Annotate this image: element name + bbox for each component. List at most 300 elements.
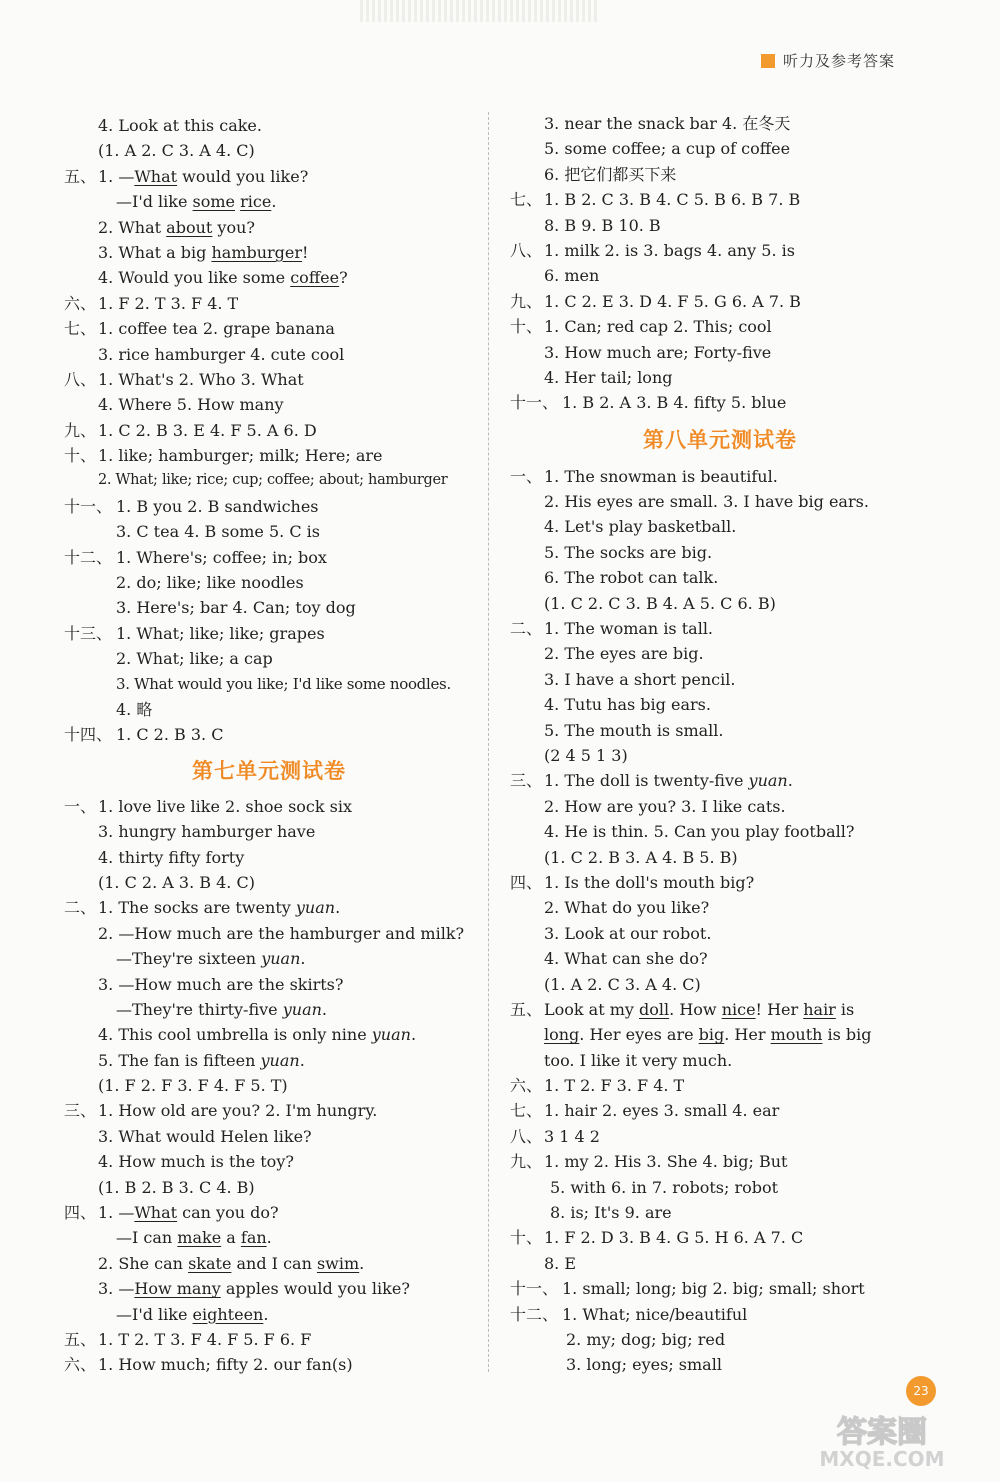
answer-line [64,316,474,341]
text-part: apples would you like? [220,1279,410,1299]
left-column [64,113,474,1378]
answer-line [64,164,474,189]
text-part: —I can [116,1228,178,1248]
orange-square-icon [761,54,775,68]
text-part: 1. The doll is twenty-five [544,771,749,791]
italic-word: yuan [371,1025,411,1045]
italic-word: yuan [295,898,336,918]
question-number: 七、 [510,190,543,210]
text-part: can you do? [177,1203,279,1223]
answer-line [510,1124,930,1149]
answer-line [510,1048,930,1073]
line-text: 3. How much are; Forty-five [544,342,772,362]
answer-line [510,1251,930,1276]
line-text [98,1022,416,1047]
line-text: 1. small; long; big 2. big; small; short [562,1279,865,1299]
line-text: 3. long; eyes; small [566,1355,722,1375]
line-text: 5. The socks are big. [544,542,713,562]
answer-line [510,972,930,997]
line-text: 8. B 9. B 10. B [544,215,661,235]
text-part: 1. — [98,166,135,186]
answer-line [64,1124,474,1149]
right-column [510,111,930,1378]
text-part: . [266,1228,272,1248]
line-text: 1. Can; red cap 2. This; cool [544,317,772,337]
section-title-row [510,416,930,464]
answer-line [510,1225,930,1250]
text-part: . [359,1253,365,1273]
underlined-word: about [166,217,213,237]
underlined-word: hamburger [211,242,303,262]
text-part: is big [822,1025,872,1045]
text-part: . [335,898,341,918]
line-text [544,768,793,793]
line-text: (1. B 2. B 3. C 4. B) [98,1177,255,1197]
text-part: ! Her [755,999,804,1019]
line-text: 3 1 4 2 [544,1126,600,1146]
italic-word: yuan [748,771,788,791]
line-text [116,1225,272,1250]
answer-line [510,616,930,641]
question-number: 十、 [510,1228,543,1248]
question-number: 八、 [510,1126,543,1146]
answer-line [64,672,474,697]
header-title: 听力及参考答案 [782,52,895,70]
answer-line [64,1175,474,1200]
line-text: 5. The mouth is small. [544,720,724,740]
answer-line [64,1200,474,1225]
answer-line [64,392,474,417]
answer-line [64,291,474,316]
question-number: 十一、 [510,393,559,413]
line-text: 1. F 2. T 3. F 4. T [98,293,239,313]
text-part: . [787,771,793,791]
left-section-wu [64,164,474,291]
answer-line [510,565,930,590]
right-group-2 [510,464,930,769]
line-text: 4. Let's play basketball. [544,517,737,537]
answer-line [64,946,474,971]
answer-line [510,997,930,1022]
answer-line [510,1200,930,1225]
answer-line [510,1276,930,1301]
underlined-word: make [177,1228,222,1248]
right-section-san [510,768,930,870]
answer-line [510,870,930,895]
answer-line [64,138,474,163]
question-number: 十二、 [510,1304,559,1324]
question-number: 二、 [64,898,97,918]
answer-line [64,418,474,443]
line-text: 4. He is thin. 5. Can you play football? [544,822,855,842]
line-text: (1. C 2. C 3. B 4. A 5. C 6. B) [544,593,776,613]
answer-line [64,367,474,392]
right-group-4 [510,1073,930,1378]
answer-line [64,1225,474,1250]
line-text: 4. thirty fifty forty [98,847,245,867]
answer-line [510,340,930,365]
answer-line [64,545,474,570]
text-part: 2. She can [98,1253,189,1273]
watermark-top-text: 答案圈 [837,1415,927,1450]
text-part: 5. The fan is fifteen [98,1050,261,1070]
answer-line [64,621,474,646]
line-text: 8. E [544,1253,577,1273]
underlined-word: What [134,1203,178,1223]
left-group-3 [64,794,474,896]
line-text [98,1251,364,1276]
answer-line [64,443,474,468]
answer-line [510,213,930,238]
answer-line [64,1327,474,1352]
answer-line [64,895,474,920]
answer-line [64,819,474,844]
line-text [98,215,255,240]
line-text: 2. What; like; a cap [116,649,273,669]
question-number: 一、 [64,796,97,816]
question-number: 七、 [64,319,97,339]
line-text: 1. C 2. E 3. D 4. F 5. G 6. A 7. B [544,291,801,311]
page-header [761,50,895,71]
section-7-title: 第七单元测试卷 [192,758,346,783]
question-number: 一、 [510,466,543,486]
question-number: 十一、 [64,496,113,516]
line-text: 1. B 2. A 3. B 4. fifty 5. blue [562,393,787,413]
line-text: 2. —How much are the hamburger and milk? [98,923,465,943]
answer-line [64,1098,474,1123]
right-section-wu [510,997,930,1073]
line-text: 1. How old are you? 2. I'm hungry. [98,1101,378,1121]
text-part: —I'd like [116,192,193,212]
underlined-word: nice [721,999,756,1019]
text-part: 2. What [98,217,167,237]
text-part: . How [669,999,722,1019]
line-text: 3. Here's; bar 4. Can; toy dog [116,598,356,618]
question-number: 六、 [510,1076,543,1096]
line-text: 2. The eyes are big. [544,644,704,664]
line-text: 2. How are you? 3. I like cats. [544,796,786,816]
top-scan-mark [360,0,600,22]
question-number: 四、 [510,872,543,892]
line-text: 4. Where 5. How many [98,395,284,415]
answer-line [510,1175,930,1200]
answer-line [64,921,474,946]
question-number: 五、 [64,1329,97,1349]
line-text: 1. C 2. B 3. E 4. F 5. A 6. D [98,420,317,440]
question-number: 五、 [510,999,543,1019]
underlined-word: fan [240,1228,267,1248]
underlined-word: coffee [290,268,340,288]
underlined-word: some [192,192,236,212]
text-part: 1. The socks are twenty [98,898,296,918]
line-text: 2. do; like; like noodles [116,573,304,593]
left-section-er [64,895,474,1098]
text-part: . [263,1304,269,1324]
answer-line [64,240,474,265]
answer-line [510,692,930,717]
line-text: 4. Look at this cake. [98,116,262,135]
question-number: 八、 [64,369,97,389]
underlined-word: big [698,1025,725,1045]
answer-line [510,263,930,288]
line-text: 1. coffee tea 2. grape banana [98,319,335,339]
line-text: 2. What do you like? [544,898,710,918]
text-part: you? [212,217,255,237]
answer-line [64,519,474,544]
text-part: . Her [724,1025,771,1045]
right-group-1 [510,111,930,416]
line-text: 4. How much is the toy? [98,1152,294,1172]
line-text: 6. The robot can talk. [544,568,719,588]
line-text: 4. Her tail; long [544,367,673,387]
answer-line [510,946,930,971]
line-text: 4. Tutu has big ears. [544,695,711,715]
line-text: 1. B 2. C 3. B 4. C 5. B 6. B 7. B [544,190,801,210]
answer-line [64,1352,474,1377]
question-number: 十三、 [64,623,113,643]
question-number: 十、 [510,317,543,337]
answer-line [64,189,474,214]
line-text: 1. like; hamburger; milk; Here; are [98,446,383,466]
text-part: 3. — [98,1279,135,1299]
text-part: . [300,949,306,969]
text-part: 1. — [98,1203,135,1223]
line-text: 1. How much; fifty 2. our fan(s) [98,1355,353,1375]
line-text: 3. hungry hamburger have [98,822,316,842]
answer-line [510,768,930,793]
text-part: —They're thirty-five [116,999,283,1019]
answer-line [64,1073,474,1098]
answer-line [64,870,474,895]
answer-line [510,289,930,314]
underlined-word: doll [639,999,670,1019]
line-text: 1. my 2. His 3. She 4. big; But [544,1152,788,1172]
text-part: . [299,1050,305,1070]
text-part: . [321,999,328,1019]
answer-line [510,1098,930,1123]
line-text: (1. F 2. F 3. F 4. F 5. T) [98,1076,288,1096]
section-8-title: 第八单元测试卷 [643,427,797,452]
underlined-word: mouth [770,1025,823,1045]
answer-line [510,489,930,514]
text-part: . [410,1025,417,1045]
underlined-word: long [544,1025,580,1045]
underlined-word: What [134,166,178,186]
answer-line [510,464,930,489]
answer-line [64,972,474,997]
question-number: 九、 [510,1152,543,1172]
line-text: (2 4 5 1 3) [544,745,628,765]
text-part: —They're sixteen [116,949,262,969]
answer-line [510,314,930,339]
answer-line [510,921,930,946]
question-number: 三、 [510,771,543,791]
answer-line [510,591,930,616]
answer-line [510,1073,930,1098]
line-text: 3. I have a short pencil. [544,669,736,689]
answer-line [64,1048,474,1073]
line-text: 1. B you 2. B sandwiches [116,496,319,516]
answer-line [510,1352,930,1377]
line-text: (1. A 2. C 3. A 4. C) [98,141,255,161]
text-part: —I'd like [116,1304,193,1324]
question-number: 十一、 [510,1279,559,1299]
line-text: 1. What; nice/beautiful [562,1304,748,1324]
line-text [544,1022,872,1047]
answer-line [64,1302,474,1327]
line-text: (1. C 2. A 3. B 4. C) [98,872,255,892]
answer-line [510,794,930,819]
answer-line [510,895,930,920]
text-part: 4. Would you like some [98,268,291,288]
line-text: 8. is; It's 9. are [550,1203,672,1223]
question-number: 十二、 [64,547,113,567]
answer-line [64,265,474,290]
answer-line [64,494,474,519]
underlined-word: eighteen [192,1304,264,1324]
line-text: 6. 把它们都买下来 [544,164,677,184]
line-text [98,240,308,265]
line-text: 5. with 6. in 7. robots; robot [550,1177,779,1197]
question-number: 五、 [64,166,97,186]
line-text: 4. What can she do? [544,949,708,969]
line-text: 4. 略 [116,699,153,719]
underlined-word: rice [240,192,272,212]
line-text [98,895,340,920]
text-part: a [221,1228,241,1248]
text-part: Look at my [544,999,640,1019]
line-text: 3. What would Helen like? [98,1126,312,1146]
answer-line [64,1149,474,1174]
answer-line [510,514,930,539]
line-text: 1. What; like; like; grapes [116,623,325,643]
line-text: 6. men [544,266,600,286]
text-part: is [835,999,855,1019]
answer-line [510,819,930,844]
italic-word: yuan [261,949,301,969]
underlined-word: swim [316,1253,360,1273]
answer-line [510,238,930,263]
text-part: and I can [231,1253,317,1273]
right-group-3 [510,870,930,997]
line-text: 2. my; dog; big; red [566,1329,726,1349]
line-text: 1. What's 2. Who 3. What [98,369,304,389]
answer-line [510,845,930,870]
answer-line [510,1327,930,1352]
line-text [98,1200,279,1225]
line-text: 1. Where's; coffee; in; box [116,547,327,567]
line-text: (1. C 2. B 3. A 4. B 5. B) [544,847,738,867]
left-group-2 [64,291,474,748]
answer-line [64,845,474,870]
line-text: 1. T 2. T 3. F 4. F 5. F 6. F [98,1329,312,1349]
answer-line [64,646,474,671]
question-number: 十四、 [64,725,113,745]
text-part: . [271,192,277,212]
answer-line [510,718,930,743]
text-part: would you like? [177,166,309,186]
line-text: 1. hair 2. eyes 3. small 4. ear [544,1101,780,1121]
question-number: 八、 [510,240,543,260]
underlined-word: skate [188,1253,232,1273]
line-text: 3. What would you like; I'd like some noodles. [116,674,451,693]
answer-line [510,187,930,212]
answer-line [510,1022,930,1047]
question-number: 九、 [510,291,543,311]
line-text: 1. Is the doll's mouth big? [544,872,755,892]
line-text: 1. F 2. D 3. B 4. G 5. H 6. A 7. C [544,1228,804,1248]
question-number: 七、 [510,1101,543,1121]
italic-word: yuan [282,999,322,1019]
answer-line [64,1276,474,1301]
answer-line [64,342,474,367]
answer-line [64,722,474,747]
line-text: 2. His eyes are small. 3. I have big ears. [544,492,869,512]
answer-line [64,1022,474,1047]
line-text [98,164,308,189]
line-text: 1. milk 2. is 3. bags 4. any 5. is [544,240,795,260]
answer-line [64,215,474,240]
answer-line [510,162,930,187]
question-number: 十、 [64,446,97,466]
line-text [544,997,854,1022]
line-text [116,189,276,214]
left-group-5 [64,1327,474,1378]
watermark-logo [782,1408,982,1470]
question-number: 六、 [64,1355,97,1375]
answer-line [64,595,474,620]
page-number: 23 [906,1376,936,1406]
watermark-bottom-text: MXQE.COM [819,1447,945,1470]
line-text: 5. some coffee; a cup of coffee [544,139,791,159]
left-section-si [64,1200,474,1327]
answer-line [64,794,474,819]
question-number: 四、 [64,1203,97,1223]
line-text: 3. —How much are the skirts? [98,974,344,994]
answer-line [510,540,930,565]
answer-line [510,136,930,161]
line-text: 2. What; like; rice; cup; coffee; about; hamburger [98,472,448,489]
answer-line [510,365,930,390]
question-number: 三、 [64,1101,97,1121]
line-text: 1. love live like 2. shoe sock six [98,796,352,816]
answer-line [64,1251,474,1276]
text-part: 3. What a big [98,242,212,262]
answer-line [64,468,474,493]
line-text: 1. C 2. B 3. C [116,725,224,745]
line-text [98,1048,305,1073]
underlined-word: How many [134,1279,221,1299]
line-text: too. I like it very much. [544,1050,733,1070]
answer-line [510,111,930,136]
line-text: 1. The snowman is beautiful. [544,466,778,486]
answer-line [510,1149,930,1174]
line-text: 1. The woman is tall. [544,619,714,639]
line-text: 3. near the snack bar 4. 在冬天 [544,114,791,133]
answer-line [510,390,930,415]
italic-word: yuan [260,1050,300,1070]
column-divider [488,112,489,1372]
answer-line [510,667,930,692]
question-number: 二、 [510,619,543,639]
line-text: (1. A 2. C 3. A 4. C) [544,974,701,994]
text-part: ? [339,268,348,288]
answer-line [64,570,474,595]
answer-line [510,1302,930,1327]
line-text: 1. T 2. F 3. F 4. T [544,1076,685,1096]
answer-line [510,743,930,768]
question-number: 九、 [64,420,97,440]
